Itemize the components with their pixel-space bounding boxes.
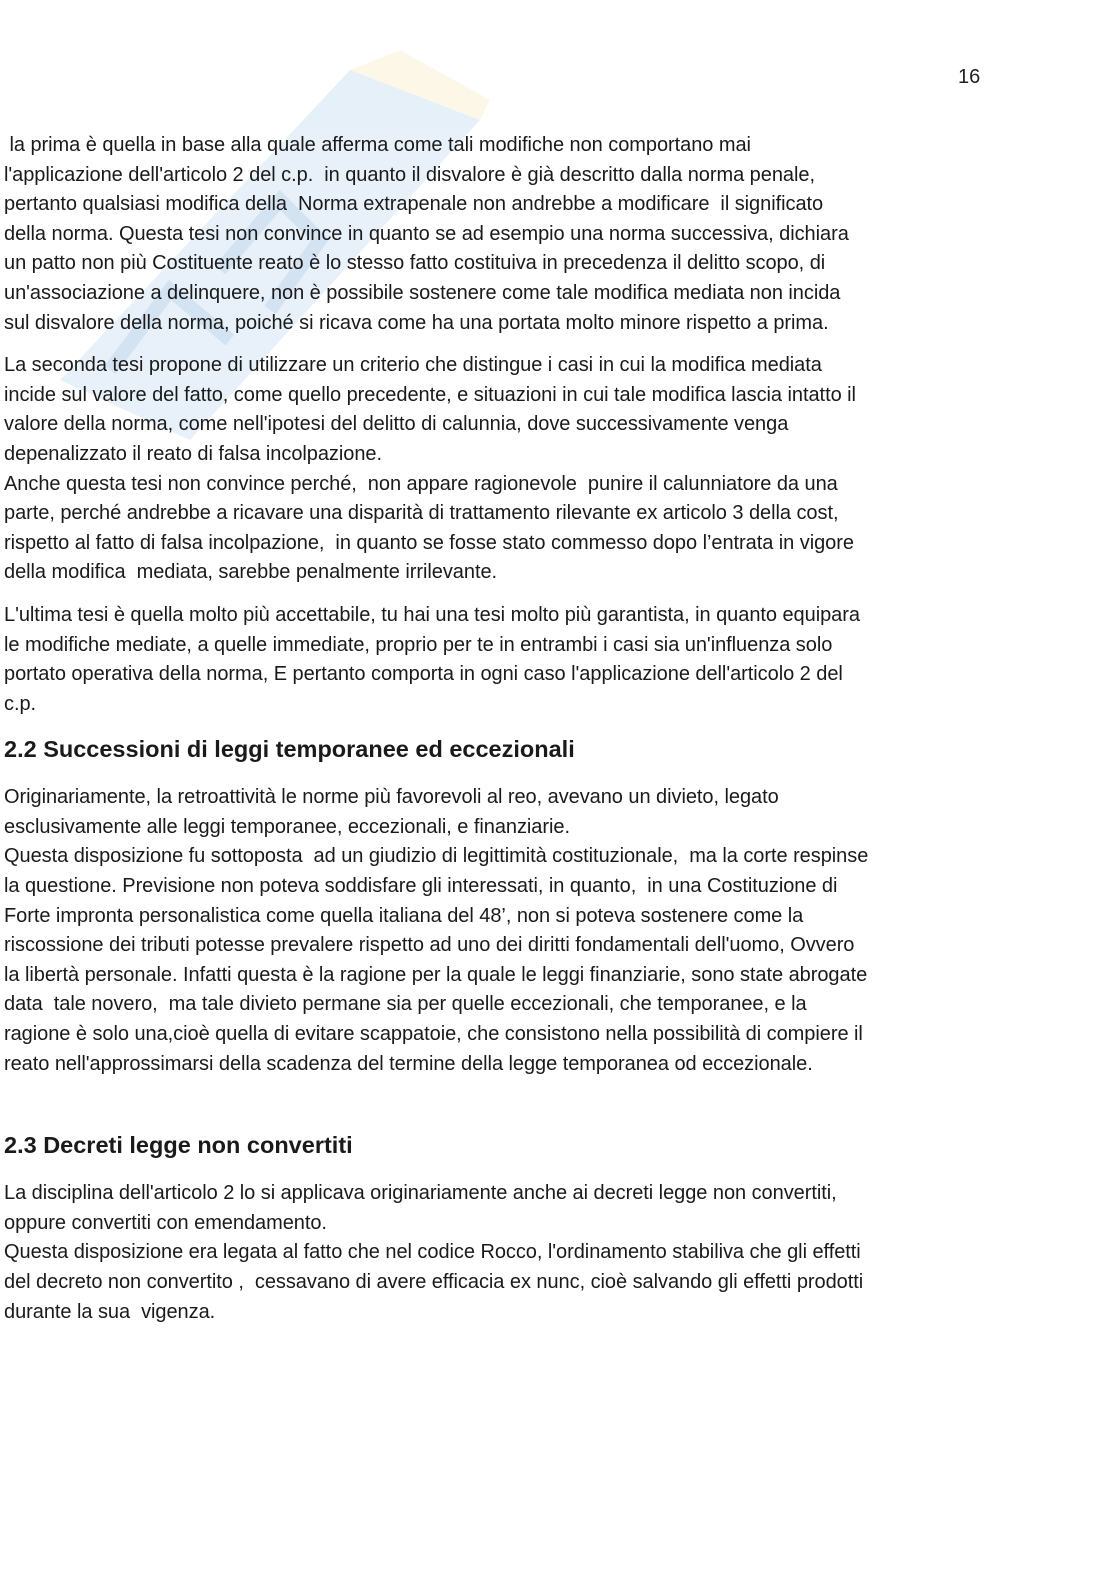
text-line: l'applicazione dell'articolo 2 del c.p. in quanto il disvalore è già descritto dalla norma penale, (4, 163, 815, 186)
text-line: parte, perché andrebbe a ricavare una disparità di trattamento rilevante ex articolo 3 della cost, (4, 502, 839, 525)
text-line: pertanto qualsiasi modifica della Norma extrapenale non andrebbe a modificare il significato (4, 193, 824, 216)
text-line: incide sul valore del fatto, come quello precedente, e situazioni in cui tale modifica lascia intatto il (4, 383, 856, 406)
text-line: esclusivamente alle leggi temporanee, eccezionali, e finanziarie. (4, 815, 570, 838)
text-line: un patto non più Costituente reato è lo stesso fatto costituiva in precedenza il delitto scopo, di (4, 252, 826, 275)
text-line: Questa disposizione era legata al fatto che nel codice Rocco, l'ordinamento stabiliva che gli effetti (4, 1241, 861, 1264)
text-line: un'associazione a delinquere, non è possibile sostenere come tale modifica mediata non incida (4, 281, 841, 304)
text-line: Originariamente, la retroattività le norme più favorevoli al reo, avevano un divieto, legato (4, 786, 779, 809)
text-line: reato nell'approssimarsi della scadenza del termine della legge temporanea od eccezionale. (4, 1052, 813, 1075)
text-line: riscossione dei tributi potesse prevalere rispetto ad uno dei diritti fondamentali dell'uomo, Ovvero (4, 934, 855, 957)
text-line: durante la sua vigenza. (4, 1300, 216, 1323)
section-heading: 2.2 Successioni di leggi temporanee ed eccezionali (4, 736, 575, 763)
text-line: oppure convertiti con emendamento. (4, 1211, 327, 1234)
text-line: sul disvalore della norma, poiché si ricava come ha una portata molto minore rispetto a prima. (4, 311, 829, 334)
text-line: La disciplina dell'articolo 2 lo si applicava originariamente anche ai decreti legge non convertiti, (4, 1182, 837, 1205)
text-line: valore della norma, come nell'ipotesi del delitto di calunnia, dove successivamente venga (4, 413, 789, 436)
section-heading: 2.3 Decreti legge non convertiti (4, 1132, 353, 1159)
text-line: rispetto al fatto di falsa incolpazione, in quanto se fosse stato commesso dopo l’entrata in vigore (4, 531, 854, 554)
text-line: Anche questa tesi non convince perché, non appare ragionevole punire il calunniatore da una (4, 472, 838, 495)
text-line: della norma. Questa tesi non convince in quanto se ad esempio una norma successiva, dichiara (4, 222, 849, 245)
page-number: 16 (958, 66, 981, 88)
paragraph (4, 351, 1004, 588)
text-line: depenalizzato il reato di falsa incolpazione. (4, 442, 382, 465)
paragraph (4, 783, 1004, 1079)
paragraph (4, 1179, 1004, 1327)
text-line: Questa disposizione fu sottoposta ad un giudizio di legittimità costituzionale, ma la corte respinse (4, 845, 869, 868)
text-line: La seconda tesi propone di utilizzare un criterio che distingue i casi in cui la modifica mediata (4, 354, 822, 377)
text-line: c.p. (4, 692, 37, 715)
text-line: ragione è solo una,cioè quella di evitare scappatoie, che consistono nella possibilità di compiere il (4, 1023, 863, 1046)
text-line: L'ultima tesi è quella molto più accettabile, tu hai una tesi molto più garantista, in quanto equipara (4, 603, 860, 626)
text-line: le modifiche mediate, a quelle immediate, proprio per te in entrambi i casi sia un'influenza solo (4, 633, 833, 656)
text-line: la prima è quella in base alla quale afferma come tali modifiche non comportano mai (4, 134, 751, 156)
text-line: Forte impronta personalistica come quella italiana del 48’, non si poteva sostenere come la (4, 904, 804, 927)
text-line: data tale novero, ma tale divieto permane sia per quelle eccezionali, che temporanee, e la (4, 993, 807, 1016)
document-body (4, 131, 1004, 1340)
text-line: della modifica mediata, sarebbe penalmente irrilevante. (4, 561, 498, 584)
text-line: la questione. Previsione non poteva soddisfare gli interessati, in quanto, in una Costituzione di (4, 875, 838, 898)
paragraph (4, 601, 1004, 719)
text-line: del decreto non convertito , cessavano di avere efficacia ex nunc, cioè salvando gli effetti prodotti (4, 1271, 864, 1293)
spacer (4, 1092, 1004, 1122)
paragraph (4, 131, 1004, 338)
text-line: portato operativa della norma, E pertanto comporta in ogni caso l'applicazione dell'articolo 2 del (4, 663, 843, 686)
text-line: la libertà personale. Infatti questa è la ragione per la quale le leggi finanziarie, sono state abrogate (4, 963, 868, 986)
